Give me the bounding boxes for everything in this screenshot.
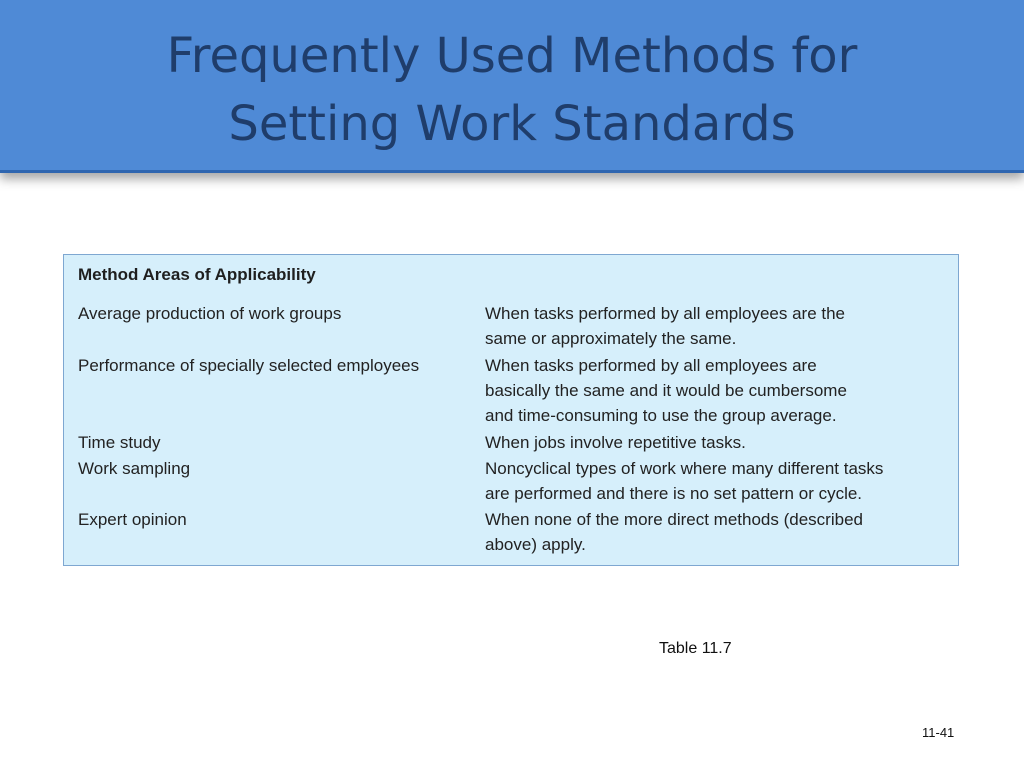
area-line: When tasks performed by all employees are the <box>485 304 846 323</box>
method-cell: Expert opinion <box>78 510 187 529</box>
area-line: When none of the more direct methods (described <box>485 510 863 529</box>
methods-table <box>63 254 959 566</box>
area-line: same or approximately the same. <box>485 329 737 348</box>
area-line: basically the same and it would be cumbersome <box>485 381 847 400</box>
table-header: Method Areas of Applicability <box>78 265 316 284</box>
area-line: and time-consuming to use the group average. <box>485 406 837 425</box>
area-line: When tasks performed by all employees are <box>485 356 817 375</box>
method-cell: Time study <box>78 433 161 452</box>
slide-title <box>0 22 1024 158</box>
area-cell <box>485 430 945 455</box>
page-number: 11-41 <box>922 725 955 740</box>
area-cell <box>485 353 945 428</box>
area-line: When jobs involve repetitive tasks. <box>485 433 746 452</box>
table-caption: Table 11.7 <box>659 640 732 657</box>
area-line: above) apply. <box>485 535 586 554</box>
method-cell: Work sampling <box>78 459 191 478</box>
area-cell <box>485 301 945 351</box>
area-cell <box>485 507 945 557</box>
area-line: are performed and there is no set pattern or cycle. <box>485 484 863 503</box>
area-cell <box>485 456 945 506</box>
area-line: Noncyclical types of work where many different tasks <box>485 459 884 478</box>
slide-title-line-2: Setting Work Standards <box>228 96 796 152</box>
method-cell: Performance of specially selected employees <box>78 356 420 375</box>
method-cell: Average production of work groups <box>78 304 342 323</box>
slide-title-line-1: Frequently Used Methods for <box>166 28 858 84</box>
